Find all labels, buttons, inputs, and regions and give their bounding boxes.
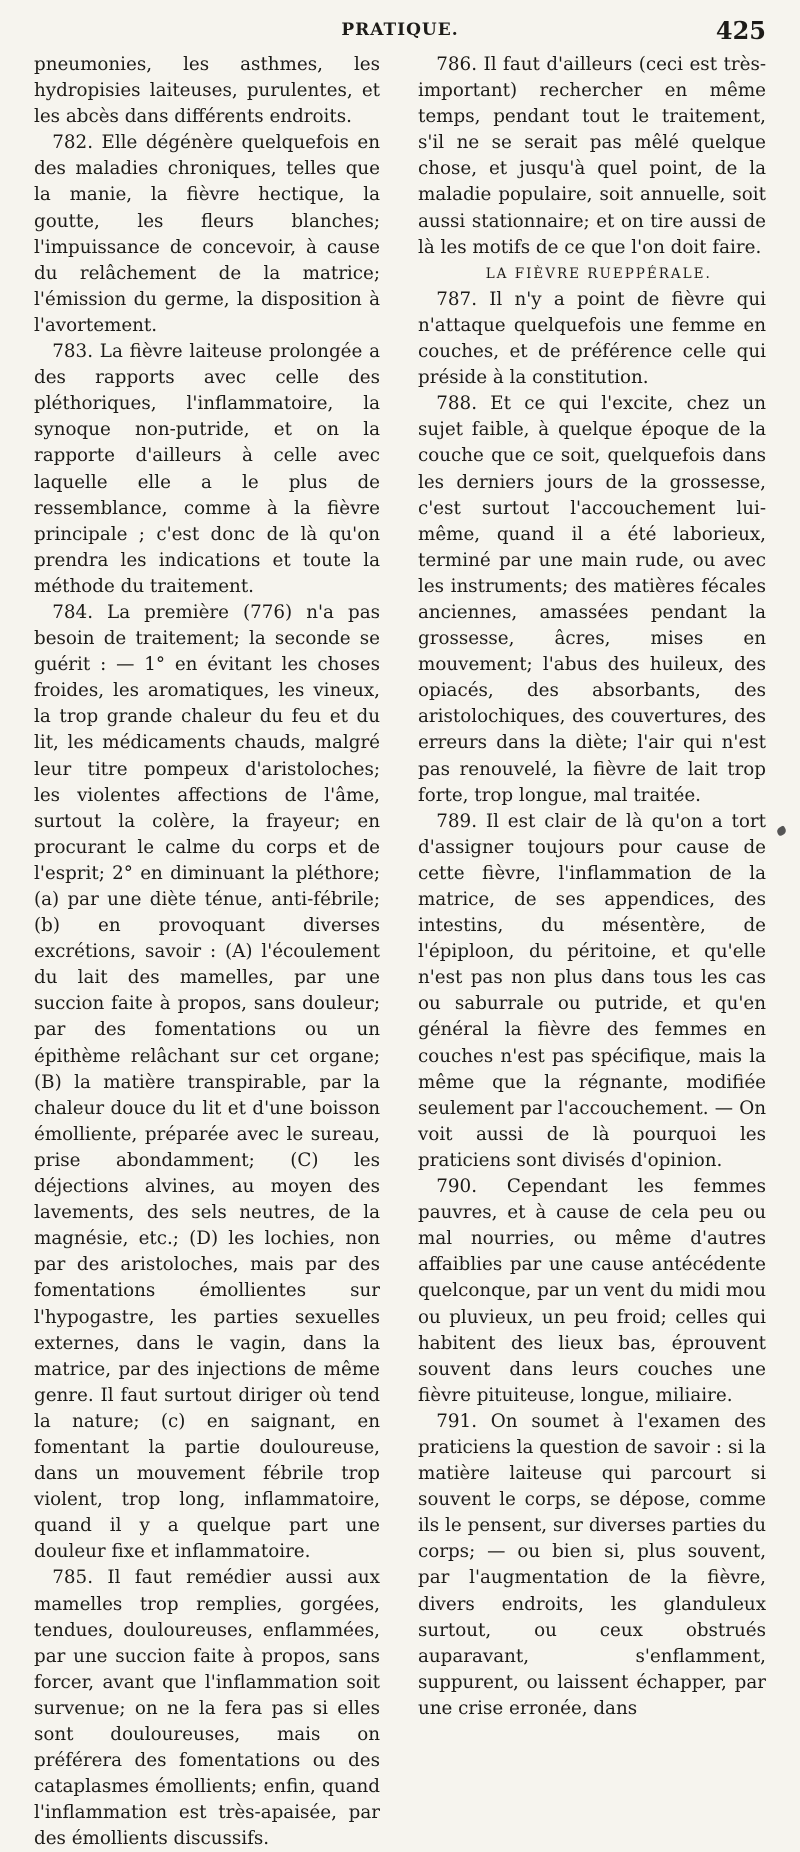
section-heading: LA FIÈVRE RUEPPÉRALE.: [485, 265, 712, 282]
page-number: 425: [715, 16, 766, 45]
right-column: [418, 52, 766, 1722]
paragraph-790: 790. Cependant les femmes pauvres, et à cause de cela peu ou mal nourries, ou même d'autres affaiblies par une cause antécédente quelconque, par un vent du midi mou ou pluvieux, un peu froid; celles qui habitent des lieux bas, éprouvent souvent dans leurs couches une fièvre pituiteuse, longue, miliaire.: [418, 1176, 766, 1406]
paragraph-783: 783. La fièvre laiteuse prolongée a des rapports avec celle des pléthoriques, l'inflammatoire, la synoque non-putride, et on la rapporte d'ailleurs à celle avec laquelle elle a le plus de ressemblance, comme à la fièvre principale ; c'est donc de là qu'on prendra les indications et toute la méthode du traitement.: [34, 341, 380, 597]
paragraph-791: 791. On soumet à l'examen des praticiens la question de savoir : si la matière laiteuse qui parcourt si souvent le corps, se dépose, comme ils le pensent, sur diverses parties du corps; — ou bien si, plus souvent, par l'augmentation de la fièvre, divers endroits, les glanduleux surtout, ou ceux obstrués auparavant, s'enflamment, suppurent, ou laissent échapper, par une crise erronée, dans: [418, 1410, 766, 1719]
paragraph-782: 782. Elle dégénère quelquefois en des maladies chroniques, telles que la manie, la fièvre hectique, la goutte, les fleurs blanches; l'impuissance de concevoir, à cause du relâchement de la matrice; l'émission du germe, la disposition à l'avortement.: [34, 132, 380, 336]
paragraph-continued: pneumonies, les asthmes, les hydropisies laiteuses, purulentes, et les abcès dans différents endroits.: [34, 54, 380, 128]
paragraph-785: 785. Il faut remédier aussi aux mamelles trop remplies, gorgées, tendues, douloureuses, enflammées, par une succion faite à propos, sans forcer, avant que l'inflammation soit survenue; on ne la fera pas si elles sont douloureuses, mais on préférera des fomentations ou des cataplasmes émollients; enfin, quand l'inflammation est très-apaisée, par des émollients discussifs.: [34, 1567, 380, 1850]
left-column: [34, 52, 380, 1852]
paragraph-789: 789. Il est clair de là qu'on a tort d'assigner toujours pour cause de cette fièvre, l'inflammation de la matrice, de ses appendices, des intestins, du mésentère, de l'épiploon, du péritoine, et qu'elle n'est pas non plus dans tous les cas ou saburrale ou putride, et qu'en général la fièvre des femmes en couches n'est pas spécifique, mais la même que la régnante, modifiée seulement par l'accouchement. — On voit aussi de là pourquoi les praticiens sont divisés d'opinion.: [418, 810, 766, 1171]
ink-blot: [776, 825, 788, 836]
paragraph-784: 784. La première (776) n'a pas besoin de traitement; la seconde se guérit : — 1° en évitant les choses froides, les aromatiques, les vineux, la trop grande chaleur du feu et du lit, les médicaments chauds, malgré leur titre pompeux d'aristoloches; les violentes affections de l'âme, surtout la colère, la frayeur; en procurant le calme du corps et de l'esprit; 2° en diminuant la pléthore; (a) par une diète ténue, anti-fébrile; (b) en provoquant diverses excrétions, savoir : (A) l'écoulement du lait des mamelles, par une succion faite à propos, sans douleur; par des fomentations ou un épithème relâchant sur cet organe; (B) la matière transpirable, par la chaleur douce du lit et d'une boisson émolliente, préparée avec le sureau, prise abondamment; (C) les déjections alvines, au moyen des lavements, des sels neutres, de la magnésie, etc.; (D) les lochies, non par des aristoloches, mais par des fomentations émollientes sur l'hypogastre, les parties sexuelles externes, dans le vagin, dans la matrice, par des injections de même genre. Il faut surtout diriger où tend la nature; (c) en saignant, en fomentant la partie douloureuse, dans un mouvement fébrile trop violent, trop long, inflammatoire, quand il y a quelque part une douleur fixe et inflammatoire.: [34, 601, 380, 1563]
running-head: [0, 14, 800, 44]
paragraph-787: 787. Il n'y a point de fièvre qui n'attaque quelquefois une femme en couches, et de préférence celle qui préside à la constitution.: [418, 288, 766, 389]
paragraph-786: 786. Il faut d'ailleurs (ceci est très-important) rechercher en même temps, pendant tout le traitement, s'il ne se serait pas mêlé quelque chose, et jusqu'à quel point, de la maladie populaire, soit annuelle, soit aussi stationnaire; et on tire aussi de là les motifs de ce que l'on doit faire.: [418, 54, 766, 258]
running-title: PRATIQUE.: [341, 20, 459, 40]
paragraph-788: 788. Et ce qui l'excite, chez un sujet faible, à quelque époque de la couche que ce soit, quelquefois dans les derniers jours de la grossesse, c'est surtout l'accouchement lui-même, quand il a été laborieux, terminé par une main rude, ou avec les instruments; des matières fécales anciennes, amassées pendant la grossesse, âcres, mises en mouvement; l'abus des huileux, des opiacés, des absorbants, des aristolochiques, des couvertures, des erreurs dans la diète; l'air qui n'est pas renouvelé, la fièvre de lait trop forte, trop longue, mal traitée.: [418, 393, 766, 806]
